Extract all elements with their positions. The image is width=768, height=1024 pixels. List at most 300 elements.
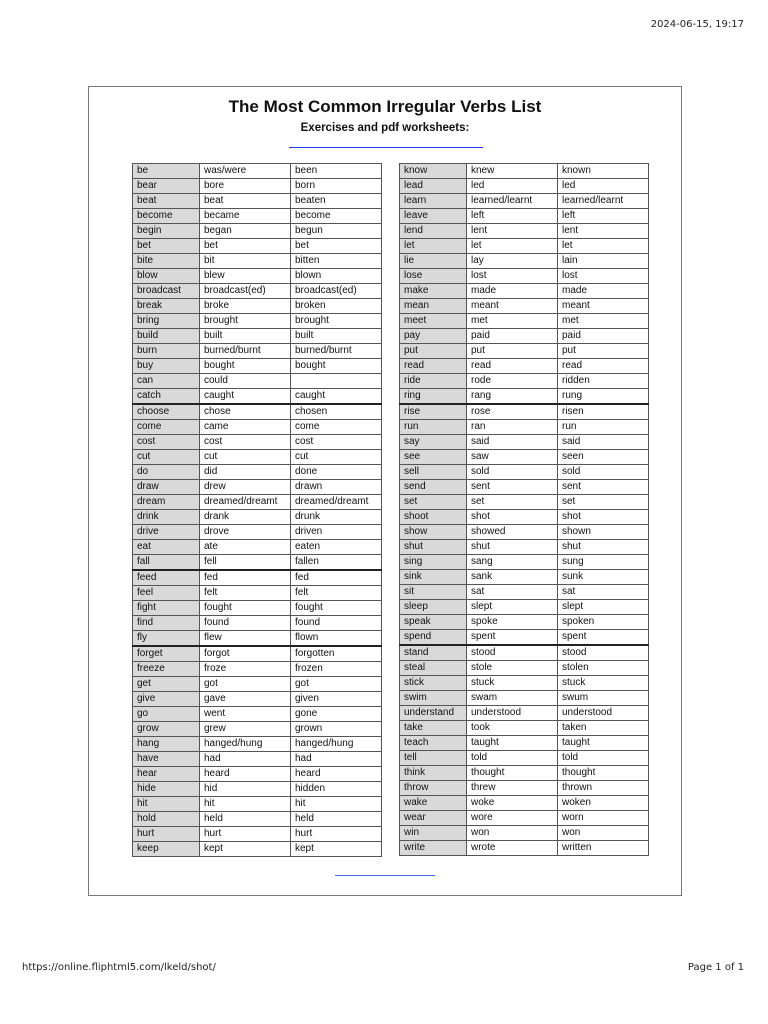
verb-row bbox=[400, 269, 649, 284]
past-participle-cell: lain bbox=[558, 254, 649, 269]
verb-row bbox=[133, 239, 382, 254]
past-participle-cell: flown bbox=[291, 631, 382, 647]
base-form-cell: spend bbox=[400, 630, 467, 646]
verb-row bbox=[400, 630, 649, 646]
past-simple-cell: rang bbox=[467, 389, 558, 405]
verb-row bbox=[400, 691, 649, 706]
past-participle-cell: met bbox=[558, 314, 649, 329]
past-participle-cell: felt bbox=[291, 586, 382, 601]
past-participle-cell: risen bbox=[558, 404, 649, 420]
verb-row bbox=[400, 329, 649, 344]
verb-row bbox=[133, 616, 382, 631]
past-participle-cell bbox=[291, 374, 382, 389]
verb-row bbox=[133, 374, 382, 389]
base-form-cell: find bbox=[133, 616, 200, 631]
verb-row bbox=[133, 420, 382, 435]
past-participle-cell: blown bbox=[291, 269, 382, 284]
past-simple-cell: hit bbox=[200, 797, 291, 812]
verb-row bbox=[133, 631, 382, 647]
past-participle-cell: bought bbox=[291, 359, 382, 374]
verb-row bbox=[400, 344, 649, 359]
base-form-cell: get bbox=[133, 677, 200, 692]
past-simple-cell: took bbox=[467, 721, 558, 736]
base-form-cell: dream bbox=[133, 495, 200, 510]
verb-row bbox=[400, 389, 649, 405]
past-participle-cell: won bbox=[558, 826, 649, 841]
past-participle-cell: taught bbox=[558, 736, 649, 751]
base-form-cell: make bbox=[400, 284, 467, 299]
verb-row bbox=[133, 812, 382, 827]
verb-row bbox=[400, 254, 649, 269]
past-simple-cell: lay bbox=[467, 254, 558, 269]
verb-row bbox=[133, 797, 382, 812]
verb-row bbox=[133, 495, 382, 510]
past-simple-cell: dreamed/dreamt bbox=[200, 495, 291, 510]
base-form-cell: draw bbox=[133, 480, 200, 495]
base-form-cell: ride bbox=[400, 374, 467, 389]
verb-row bbox=[133, 707, 382, 722]
past-simple-cell: set bbox=[467, 495, 558, 510]
base-form-cell: be bbox=[133, 164, 200, 179]
base-form-cell: pay bbox=[400, 329, 467, 344]
past-simple-cell: fought bbox=[200, 601, 291, 616]
past-participle-cell: cut bbox=[291, 450, 382, 465]
past-participle-cell: frozen bbox=[291, 662, 382, 677]
verb-row bbox=[400, 420, 649, 435]
verb-row bbox=[133, 752, 382, 767]
base-form-cell: leave bbox=[400, 209, 467, 224]
base-form-cell: hurt bbox=[133, 827, 200, 842]
base-form-cell: shut bbox=[400, 540, 467, 555]
past-participle-cell: held bbox=[291, 812, 382, 827]
past-simple-cell: wrote bbox=[467, 841, 558, 856]
verb-row bbox=[400, 796, 649, 811]
past-simple-cell: hid bbox=[200, 782, 291, 797]
past-simple-cell: ran bbox=[467, 420, 558, 435]
verbs-table-left bbox=[132, 163, 382, 857]
past-participle-cell: bet bbox=[291, 239, 382, 254]
verb-row bbox=[133, 540, 382, 555]
past-simple-cell: beat bbox=[200, 194, 291, 209]
past-participle-cell: caught bbox=[291, 389, 382, 405]
verb-row bbox=[133, 737, 382, 752]
page-subtitle: Exercises and pdf worksheets: bbox=[300, 122, 470, 134]
past-simple-cell: lent bbox=[467, 224, 558, 239]
past-participle-cell: led bbox=[558, 179, 649, 194]
past-participle-cell: fed bbox=[291, 570, 382, 586]
past-simple-cell: bet bbox=[200, 239, 291, 254]
past-simple-cell: taught bbox=[467, 736, 558, 751]
past-participle-cell: put bbox=[558, 344, 649, 359]
past-simple-cell: woke bbox=[467, 796, 558, 811]
past-participle-cell: known bbox=[558, 164, 649, 179]
past-simple-cell: drove bbox=[200, 525, 291, 540]
past-participle-cell: hurt bbox=[291, 827, 382, 842]
verb-row bbox=[133, 389, 382, 405]
past-participle-cell: stolen bbox=[558, 661, 649, 676]
past-participle-cell: hidden bbox=[291, 782, 382, 797]
past-simple-cell: sent bbox=[467, 480, 558, 495]
past-simple-cell: became bbox=[200, 209, 291, 224]
past-simple-cell: caught bbox=[200, 389, 291, 405]
past-simple-cell: gave bbox=[200, 692, 291, 707]
past-simple-cell: did bbox=[200, 465, 291, 480]
past-participle-cell: beaten bbox=[291, 194, 382, 209]
past-participle-cell: drunk bbox=[291, 510, 382, 525]
past-simple-cell: stuck bbox=[467, 676, 558, 691]
verb-row bbox=[133, 646, 382, 662]
base-form-cell: put bbox=[400, 344, 467, 359]
past-simple-cell: came bbox=[200, 420, 291, 435]
past-participle-cell: told bbox=[558, 751, 649, 766]
past-simple-cell: showed bbox=[467, 525, 558, 540]
past-simple-cell: told bbox=[467, 751, 558, 766]
verb-row bbox=[400, 811, 649, 826]
base-form-cell: send bbox=[400, 480, 467, 495]
base-form-cell: wake bbox=[400, 796, 467, 811]
base-form-cell: build bbox=[133, 329, 200, 344]
past-simple-cell: made bbox=[467, 284, 558, 299]
past-participle-cell: thrown bbox=[558, 781, 649, 796]
past-simple-cell: brought bbox=[200, 314, 291, 329]
past-simple-cell: felt bbox=[200, 586, 291, 601]
base-form-cell: cost bbox=[133, 435, 200, 450]
past-participle-cell: drawn bbox=[291, 480, 382, 495]
base-form-cell: show bbox=[400, 525, 467, 540]
verb-row bbox=[133, 570, 382, 586]
base-form-cell: beat bbox=[133, 194, 200, 209]
base-form-cell: teach bbox=[400, 736, 467, 751]
past-simple-cell: bore bbox=[200, 179, 291, 194]
past-simple-cell: stole bbox=[467, 661, 558, 676]
past-simple-cell: went bbox=[200, 707, 291, 722]
base-form-cell: think bbox=[400, 766, 467, 781]
past-participle-cell: got bbox=[291, 677, 382, 692]
past-simple-cell: heard bbox=[200, 767, 291, 782]
base-form-cell: bear bbox=[133, 179, 200, 194]
base-form-cell: drink bbox=[133, 510, 200, 525]
verb-row bbox=[133, 677, 382, 692]
past-participle-cell: hit bbox=[291, 797, 382, 812]
base-form-cell: feel bbox=[133, 586, 200, 601]
past-simple-cell: rose bbox=[467, 404, 558, 420]
base-form-cell: tell bbox=[400, 751, 467, 766]
past-simple-cell: flew bbox=[200, 631, 291, 647]
past-simple-cell: paid bbox=[467, 329, 558, 344]
past-simple-cell: said bbox=[467, 435, 558, 450]
base-form-cell: become bbox=[133, 209, 200, 224]
base-form-cell: lose bbox=[400, 269, 467, 284]
verb-row bbox=[133, 179, 382, 194]
base-form-cell: run bbox=[400, 420, 467, 435]
base-form-cell: steal bbox=[400, 661, 467, 676]
past-participle-cell: been bbox=[291, 164, 382, 179]
past-participle-cell: fought bbox=[291, 601, 382, 616]
verb-row bbox=[133, 525, 382, 540]
past-simple-cell: drank bbox=[200, 510, 291, 525]
past-participle-cell: slept bbox=[558, 600, 649, 615]
base-form-cell: give bbox=[133, 692, 200, 707]
past-participle-cell: broken bbox=[291, 299, 382, 314]
print-url: https://online.fliphtml5.com/lkeld/shot/ bbox=[22, 962, 216, 973]
verb-row bbox=[133, 224, 382, 239]
base-form-cell: lend bbox=[400, 224, 467, 239]
verb-row bbox=[400, 751, 649, 766]
past-participle-cell: meant bbox=[558, 299, 649, 314]
print-page-number: Page 1 of 1 bbox=[687, 962, 744, 973]
past-participle-cell: heard bbox=[291, 767, 382, 782]
past-participle-cell: come bbox=[291, 420, 382, 435]
footer-link-underline[interactable] bbox=[335, 875, 435, 876]
past-simple-cell: bit bbox=[200, 254, 291, 269]
base-form-cell: know bbox=[400, 164, 467, 179]
past-simple-cell: understood bbox=[467, 706, 558, 721]
verb-row bbox=[400, 570, 649, 585]
past-simple-cell: froze bbox=[200, 662, 291, 677]
past-participle-cell: eaten bbox=[291, 540, 382, 555]
past-participle-cell: dreamed/dreamt bbox=[291, 495, 382, 510]
past-simple-cell: blew bbox=[200, 269, 291, 284]
base-form-cell: eat bbox=[133, 540, 200, 555]
past-simple-cell: lost bbox=[467, 269, 558, 284]
verb-row bbox=[133, 164, 382, 179]
past-participle-cell: born bbox=[291, 179, 382, 194]
past-participle-cell: stuck bbox=[558, 676, 649, 691]
past-simple-cell: meant bbox=[467, 299, 558, 314]
base-form-cell: drive bbox=[133, 525, 200, 540]
verb-row bbox=[133, 299, 382, 314]
base-form-cell: write bbox=[400, 841, 467, 856]
verb-row bbox=[400, 314, 649, 329]
verb-row bbox=[400, 284, 649, 299]
verbs-table-right bbox=[399, 163, 649, 856]
past-simple-cell: left bbox=[467, 209, 558, 224]
verb-row bbox=[400, 359, 649, 374]
base-form-cell: swim bbox=[400, 691, 467, 706]
past-participle-cell: written bbox=[558, 841, 649, 856]
past-simple-cell: sold bbox=[467, 465, 558, 480]
base-form-cell: lead bbox=[400, 179, 467, 194]
past-participle-cell: sold bbox=[558, 465, 649, 480]
base-form-cell: grow bbox=[133, 722, 200, 737]
verb-row bbox=[133, 692, 382, 707]
base-form-cell: cut bbox=[133, 450, 200, 465]
verb-row bbox=[400, 450, 649, 465]
past-simple-cell: broke bbox=[200, 299, 291, 314]
past-participle-cell: kept bbox=[291, 842, 382, 857]
base-form-cell: see bbox=[400, 450, 467, 465]
past-simple-cell: sank bbox=[467, 570, 558, 585]
base-form-cell: blow bbox=[133, 269, 200, 284]
base-form-cell: say bbox=[400, 435, 467, 450]
base-form-cell: begin bbox=[133, 224, 200, 239]
past-simple-cell: built bbox=[200, 329, 291, 344]
verb-row bbox=[133, 465, 382, 480]
past-participle-cell: found bbox=[291, 616, 382, 631]
base-form-cell: take bbox=[400, 721, 467, 736]
past-participle-cell: forgotten bbox=[291, 646, 382, 662]
verb-row bbox=[133, 314, 382, 329]
past-participle-cell: sent bbox=[558, 480, 649, 495]
verb-row bbox=[400, 480, 649, 495]
past-participle-cell: built bbox=[291, 329, 382, 344]
past-participle-cell: run bbox=[558, 420, 649, 435]
verb-row bbox=[133, 480, 382, 495]
verb-row bbox=[400, 404, 649, 420]
past-simple-cell: ate bbox=[200, 540, 291, 555]
past-participle-cell: said bbox=[558, 435, 649, 450]
base-form-cell: keep bbox=[133, 842, 200, 857]
verb-row bbox=[400, 585, 649, 600]
base-form-cell: forget bbox=[133, 646, 200, 662]
verb-row bbox=[400, 510, 649, 525]
page-title: The Most Common Irregular Verbs List bbox=[228, 97, 542, 116]
past-simple-cell: got bbox=[200, 677, 291, 692]
past-participle-cell: rung bbox=[558, 389, 649, 405]
past-simple-cell: held bbox=[200, 812, 291, 827]
base-form-cell: have bbox=[133, 752, 200, 767]
verb-row bbox=[133, 722, 382, 737]
past-participle-cell: hanged/hung bbox=[291, 737, 382, 752]
base-form-cell: set bbox=[400, 495, 467, 510]
base-form-cell: wear bbox=[400, 811, 467, 826]
past-simple-cell: spoke bbox=[467, 615, 558, 630]
verb-row bbox=[133, 254, 382, 269]
base-form-cell: sit bbox=[400, 585, 467, 600]
verb-row bbox=[133, 269, 382, 284]
verb-row bbox=[133, 510, 382, 525]
past-participle-cell: cost bbox=[291, 435, 382, 450]
base-form-cell: win bbox=[400, 826, 467, 841]
past-simple-cell: forgot bbox=[200, 646, 291, 662]
verb-row bbox=[400, 164, 649, 179]
past-simple-cell: bought bbox=[200, 359, 291, 374]
base-form-cell: mean bbox=[400, 299, 467, 314]
base-form-cell: sell bbox=[400, 465, 467, 480]
past-simple-cell: drew bbox=[200, 480, 291, 495]
verb-row bbox=[133, 450, 382, 465]
past-simple-cell: sat bbox=[467, 585, 558, 600]
past-participle-cell: sunk bbox=[558, 570, 649, 585]
past-simple-cell: hurt bbox=[200, 827, 291, 842]
verb-row bbox=[133, 194, 382, 209]
base-form-cell: shoot bbox=[400, 510, 467, 525]
past-simple-cell: stood bbox=[467, 645, 558, 661]
verb-row bbox=[133, 662, 382, 677]
past-simple-cell: swam bbox=[467, 691, 558, 706]
past-simple-cell: burned/burnt bbox=[200, 344, 291, 359]
past-participle-cell: ridden bbox=[558, 374, 649, 389]
base-form-cell: can bbox=[133, 374, 200, 389]
verb-row bbox=[400, 239, 649, 254]
past-simple-cell: let bbox=[467, 239, 558, 254]
document-page bbox=[88, 86, 682, 896]
past-participle-cell: shown bbox=[558, 525, 649, 540]
verb-row bbox=[400, 194, 649, 209]
past-participle-cell: lost bbox=[558, 269, 649, 284]
verb-row bbox=[400, 645, 649, 661]
verb-row bbox=[400, 600, 649, 615]
base-form-cell: come bbox=[133, 420, 200, 435]
verb-row bbox=[400, 706, 649, 721]
base-form-cell: fall bbox=[133, 555, 200, 571]
base-form-cell: ring bbox=[400, 389, 467, 405]
past-participle-cell: read bbox=[558, 359, 649, 374]
past-participle-cell: driven bbox=[291, 525, 382, 540]
verb-row bbox=[133, 842, 382, 857]
past-participle-cell: made bbox=[558, 284, 649, 299]
past-participle-cell: gone bbox=[291, 707, 382, 722]
past-participle-cell: fallen bbox=[291, 555, 382, 571]
past-simple-cell: thought bbox=[467, 766, 558, 781]
base-form-cell: let bbox=[400, 239, 467, 254]
past-participle-cell: set bbox=[558, 495, 649, 510]
verb-row bbox=[400, 299, 649, 314]
print-timestamp: 2024-06-15, 19:17 bbox=[650, 19, 744, 30]
verb-row bbox=[133, 555, 382, 571]
base-form-cell: buy bbox=[133, 359, 200, 374]
past-simple-cell: shut bbox=[467, 540, 558, 555]
past-participle-cell: seen bbox=[558, 450, 649, 465]
base-form-cell: break bbox=[133, 299, 200, 314]
verb-row bbox=[133, 782, 382, 797]
verb-row bbox=[400, 661, 649, 676]
base-form-cell: go bbox=[133, 707, 200, 722]
past-participle-cell: thought bbox=[558, 766, 649, 781]
verb-row bbox=[133, 601, 382, 616]
past-simple-cell: spent bbox=[467, 630, 558, 646]
verb-row bbox=[400, 826, 649, 841]
past-participle-cell: done bbox=[291, 465, 382, 480]
verb-row bbox=[400, 179, 649, 194]
base-form-cell: bite bbox=[133, 254, 200, 269]
base-form-cell: feed bbox=[133, 570, 200, 586]
base-form-cell: lie bbox=[400, 254, 467, 269]
past-participle-cell: left bbox=[558, 209, 649, 224]
base-form-cell: bring bbox=[133, 314, 200, 329]
past-simple-cell: fed bbox=[200, 570, 291, 586]
base-form-cell: burn bbox=[133, 344, 200, 359]
base-form-cell: catch bbox=[133, 389, 200, 405]
past-simple-cell: won bbox=[467, 826, 558, 841]
base-form-cell: sing bbox=[400, 555, 467, 570]
base-form-cell: hear bbox=[133, 767, 200, 782]
past-participle-cell: shot bbox=[558, 510, 649, 525]
past-participle-cell: woken bbox=[558, 796, 649, 811]
past-participle-cell: sat bbox=[558, 585, 649, 600]
base-form-cell: meet bbox=[400, 314, 467, 329]
verb-row bbox=[400, 224, 649, 239]
worksheets-link-underline[interactable] bbox=[289, 147, 483, 148]
base-form-cell: hold bbox=[133, 812, 200, 827]
past-participle-cell: worn bbox=[558, 811, 649, 826]
past-participle-cell: taken bbox=[558, 721, 649, 736]
base-form-cell: learn bbox=[400, 194, 467, 209]
verb-row bbox=[400, 736, 649, 751]
base-form-cell: hang bbox=[133, 737, 200, 752]
verb-row bbox=[133, 359, 382, 374]
verb-row bbox=[400, 540, 649, 555]
base-form-cell: bet bbox=[133, 239, 200, 254]
past-participle-cell: burned/burnt bbox=[291, 344, 382, 359]
past-participle-cell: spoken bbox=[558, 615, 649, 630]
verb-row bbox=[400, 721, 649, 736]
past-participle-cell: bitten bbox=[291, 254, 382, 269]
past-simple-cell: wore bbox=[467, 811, 558, 826]
past-participle-cell: paid bbox=[558, 329, 649, 344]
base-form-cell: do bbox=[133, 465, 200, 480]
verb-row bbox=[400, 209, 649, 224]
